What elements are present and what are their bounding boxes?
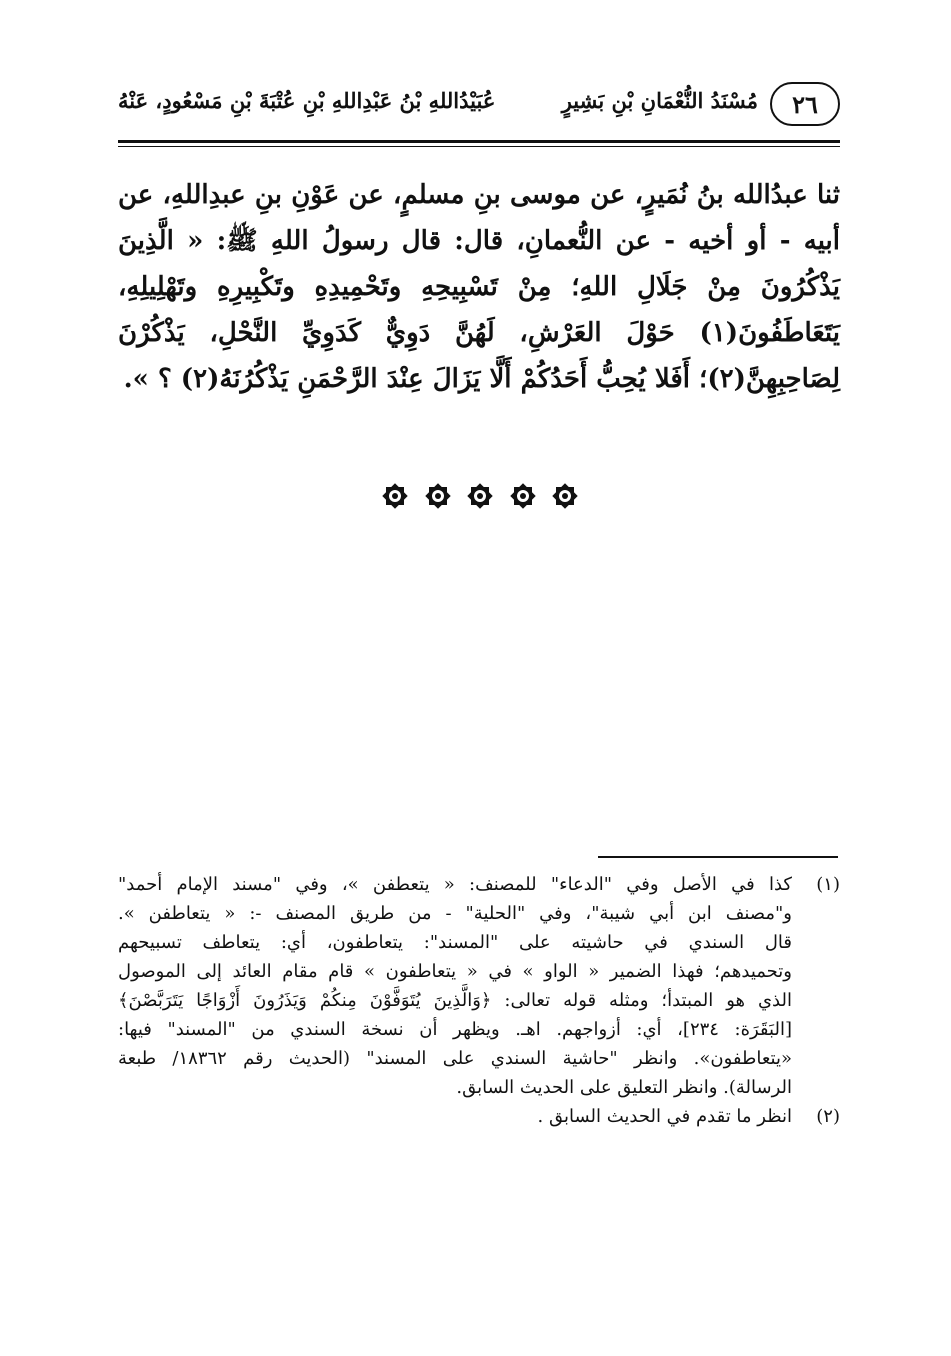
- footnote-line: الرسالة). وانظر التعليق على الحديث السابق.: [456, 1077, 792, 1098]
- star-ornament-icon: [465, 481, 495, 511]
- footnote-number: (١): [816, 874, 840, 895]
- hadith-text: [118, 172, 840, 402]
- hadith-line: لِصَاحِبِهِنَّ(٢)؛ أَفَلا يُحِبُّ أَحَدُكُمْ أَلَّا يَزَالَ عِنْدَ الرَّحْمَنِ يَذْكُرُنَهُ(٢) ؟ ».: [123, 364, 840, 394]
- header-rule-thin: [118, 146, 840, 147]
- star-ornament-icon: [380, 481, 410, 511]
- running-title-left: عُبَيْدُاللهِ بْنُ عَبْدِاللهِ بْنِ عُتْبَةَ بْنِ مَسْعُودٍ، عَنْهُ: [118, 88, 496, 113]
- hadith-line: أبيه - أو أخيه - عن النُّعمانِ، قال: قال رسولُ اللهِ ﷺ: « الَّذِينَ: [118, 226, 840, 256]
- hadith-line: ثنا عبدُالله بنُ نُمَيرٍ، عن موسى بنِ مسلمٍ، عن عَوْنِ بنِ عبدِاللهِ، عن: [118, 180, 840, 210]
- footnotes: [118, 870, 840, 1131]
- footnote-line: «يتعاطفون». وانظر "حاشية السندي على المسند" (الحديث رقم ١٨٣٦٢/ طبعة: [118, 1048, 792, 1069]
- footnote-body: [118, 870, 792, 1102]
- hadith-line: يَتَعَاطَفُونَ(١) حَوْلَ العَرْشِ، لَهُنَّ دَوِيٌّ كَدَوِيِّ النَّحْلِ، يَذْكُرْنَ: [118, 318, 840, 348]
- page-number-badge: [770, 82, 840, 126]
- footnote-body: [118, 1102, 792, 1131]
- footnote-separator: [598, 856, 838, 858]
- footnote-line: انظر ما تقدم في الحديث السابق .: [537, 1106, 792, 1127]
- hadith-line: يَذْكُرُونَ مِنْ جَلَالِ اللهِ؛ مِنْ تَسْبِيحِهِ وتَحْمِيدِهِ وتَكْبِيرِهِ وتَهْلِيلِهِ،: [118, 272, 840, 302]
- running-title-right: مُسْنَدُ النُّعْمَانِ بْنِ بَشِيرٍ: [561, 88, 758, 113]
- page-header: [118, 80, 840, 128]
- header-rule-thick: [118, 140, 840, 143]
- footnote-number: (٢): [816, 1106, 840, 1127]
- footnote-2: [118, 1102, 840, 1131]
- footnote-line: قال السندي في حاشيته على "المسند": يتعاطفون، أي: يتعاطف تسبيحهم: [118, 932, 792, 953]
- footnote-line: كذا في الأصل وفي "الدعاء" للمصنف: « يتعطفن »، وفي "مسند الإمام أحمد": [118, 874, 792, 895]
- star-ornament-icon: [508, 481, 538, 511]
- page-number: ٢٦: [792, 89, 818, 119]
- footnote-line: وتحميدهم؛ فهذا الضمير « الواو » في « يتعاطفون » قام مقام العائد إلى الموصول: [118, 961, 792, 982]
- footnote-line: الذي هو المبتدأ؛ ومثله قوله تعالى: ﴿وَالَّذِينَ يُتَوَفَّوْنَ مِنكُمْ وَيَذَرُونَ أَزْوَاجًا يَتَرَبَّصْنَ﴾: [118, 990, 792, 1011]
- footnote-1: [118, 870, 840, 1102]
- footnote-line: و"مصنف ابن أبي شيبة"، وفي "الحلية" - من طريق المصنف -: « يتعاطفن ».: [118, 903, 792, 924]
- star-ornament-icon: [423, 481, 453, 511]
- star-ornament-icon: [550, 481, 580, 511]
- footnote-line: [البَقَرَة: ٢٣٤]، أي: أزواجهم. اهـ. ويظهر أن نسخة السندي من "المسند" فيها:: [118, 1019, 792, 1040]
- section-divider-ornaments: [380, 478, 580, 514]
